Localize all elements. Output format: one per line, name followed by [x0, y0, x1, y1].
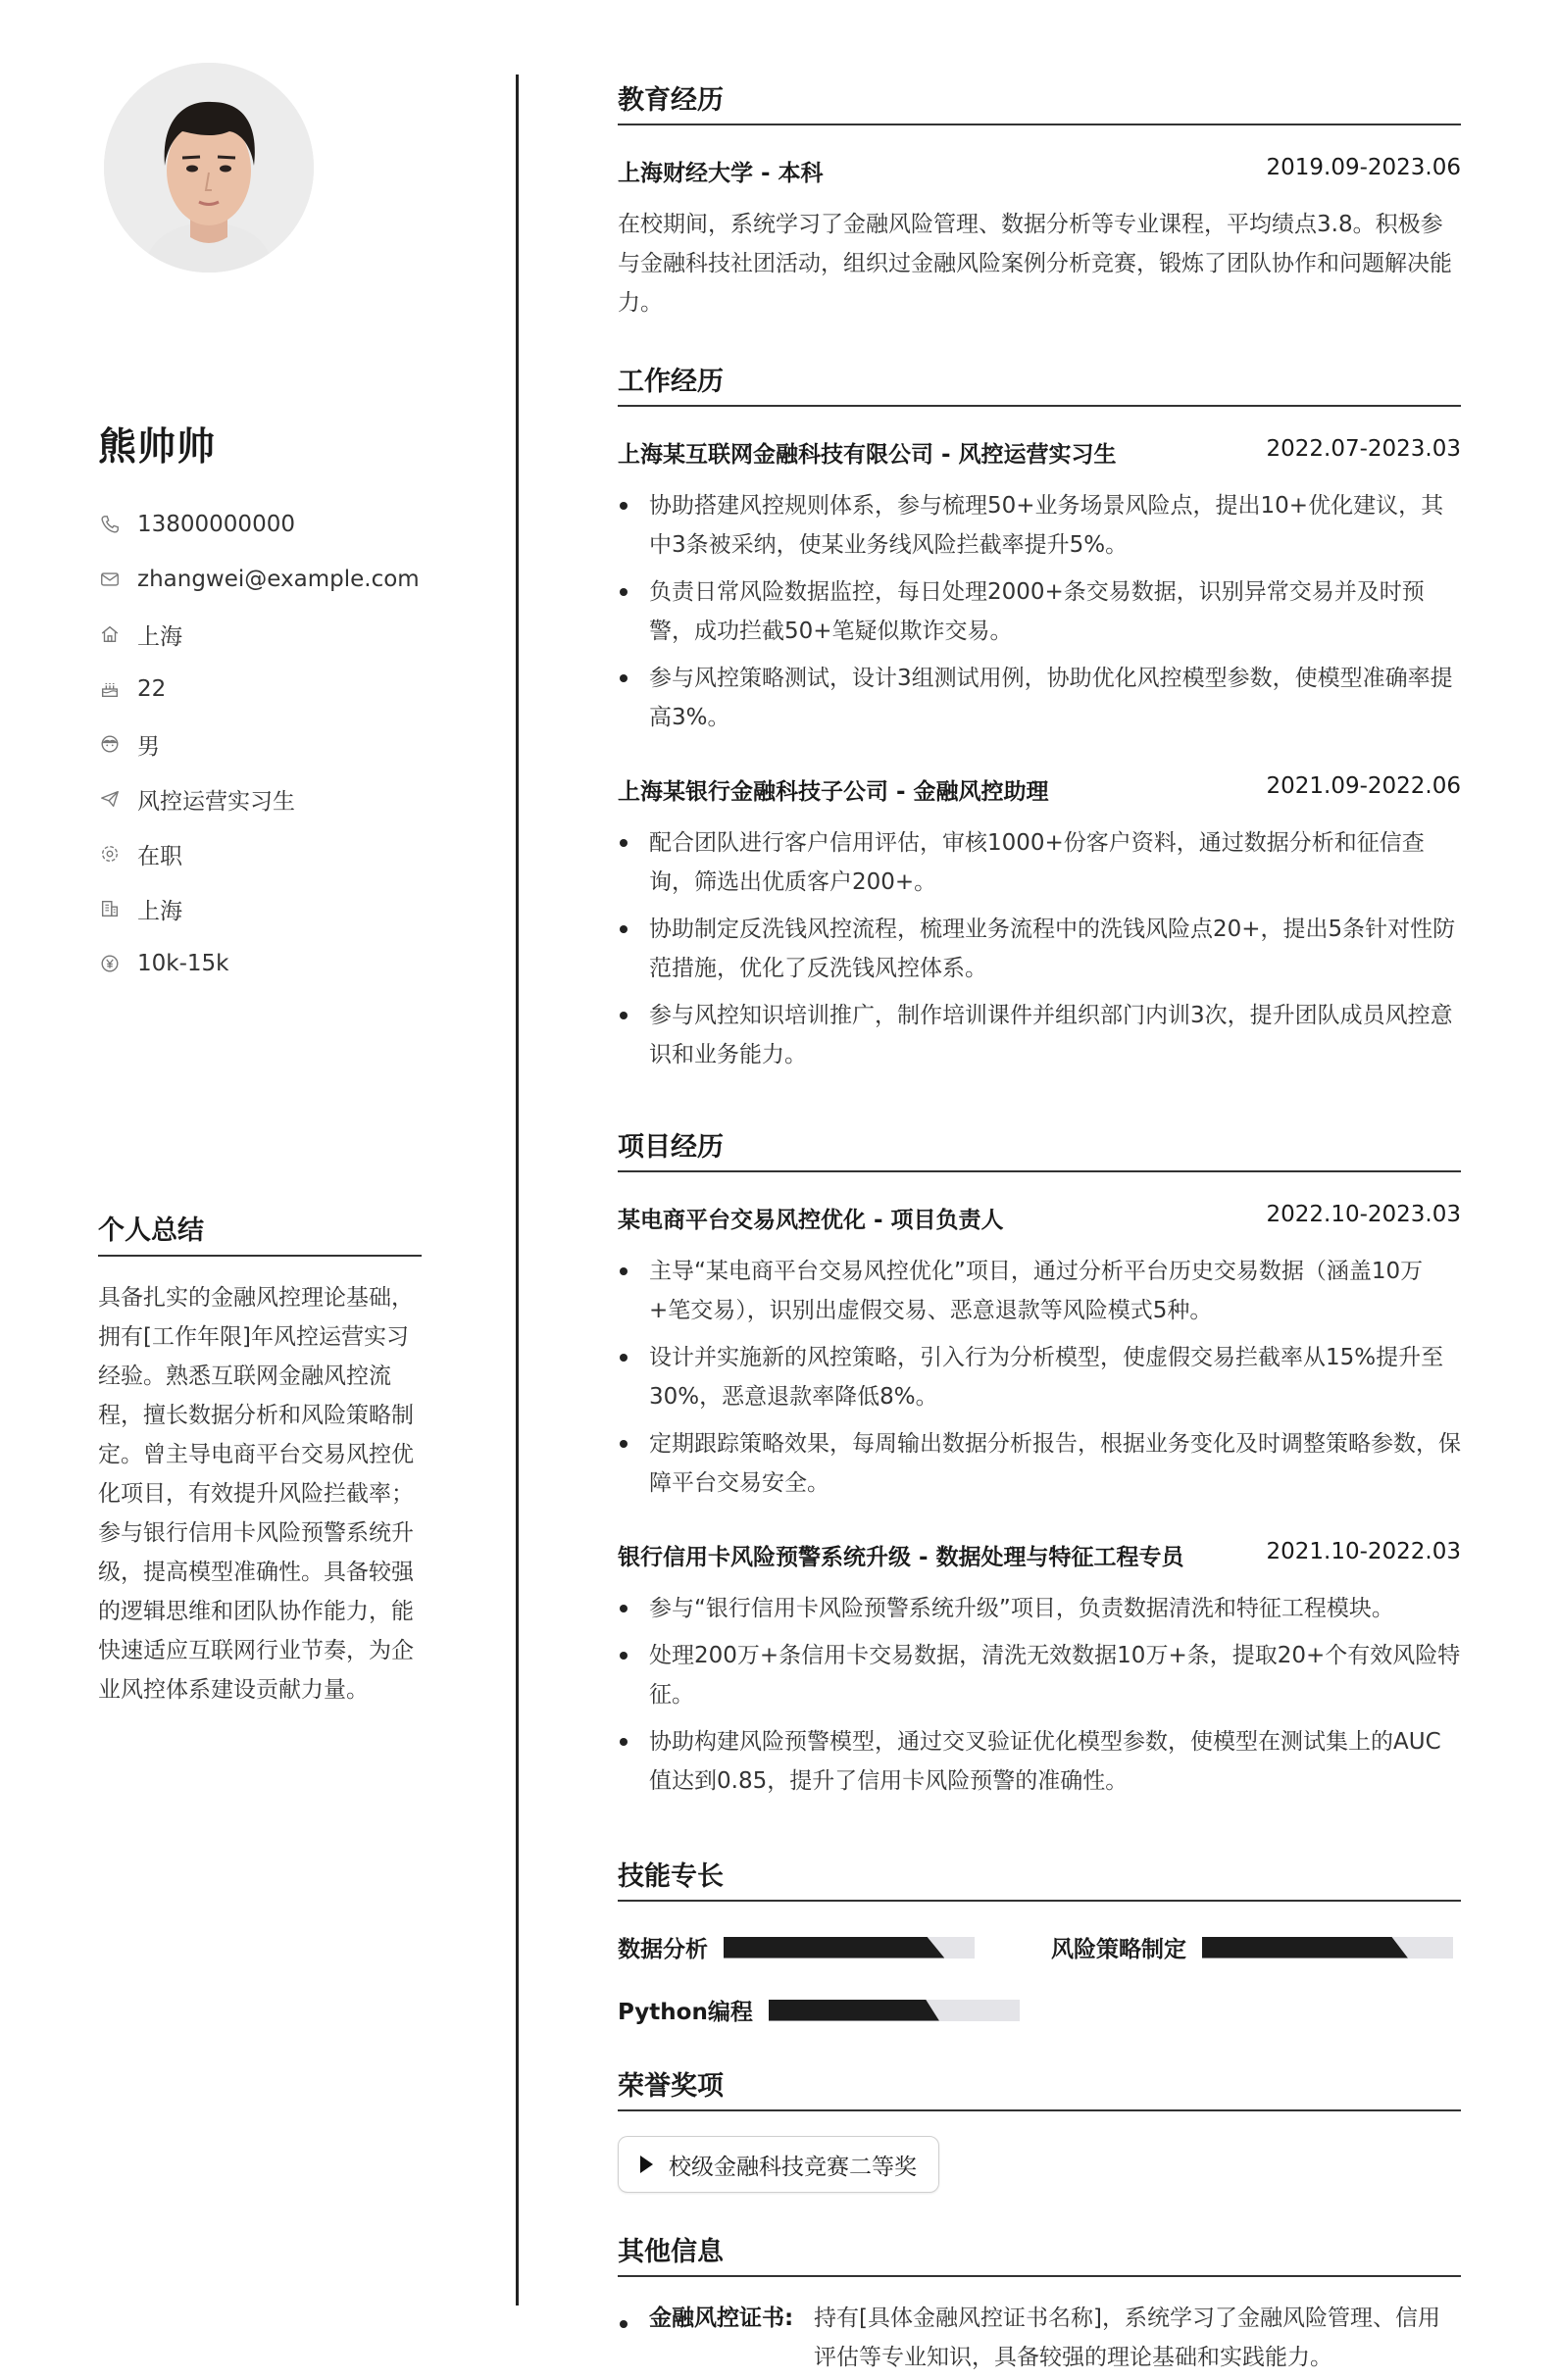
- list-item: [618, 486, 1461, 565]
- play-triangle-icon: [640, 2156, 653, 2173]
- phone-number: 13800000000: [137, 512, 295, 537]
- bullet-text: 协助搭建风控规则体系，参与梳理50+业务场景风险点，提出10+优化建议，其中3条被采纳，使某业务线风险拦截率提升5%。: [649, 493, 1444, 558]
- avatar-photo: [104, 63, 314, 273]
- project-entry-1-bullets: [618, 1252, 1461, 1511]
- work-entry-2-header: [618, 773, 1461, 806]
- bullet-text: 设计并实施新的风控策略，引入行为分析模型，使虚假交易拦截率从15%提升至30%，恶意退款率降低8%。: [649, 1345, 1444, 1410]
- list-item: [618, 1722, 1461, 1801]
- work-entry-title: 上海某银行金融科技子公司 - 金融风控助理: [618, 779, 1049, 805]
- info-status: [98, 826, 422, 881]
- list-item: [618, 1424, 1461, 1503]
- work-entry-2-bullets: [618, 823, 1461, 1082]
- project-entry-title: 银行信用卡风险预警系统升级 - 数据处理与特征工程专员: [618, 1545, 1184, 1570]
- skill-bar: [724, 1937, 975, 1959]
- bullet-dot: [620, 839, 628, 847]
- bullet-dot: [620, 1267, 628, 1275]
- info-phone: [98, 497, 422, 552]
- education-date: 2019.09-2023.06: [1266, 155, 1461, 180]
- city-text: 上海: [137, 898, 182, 924]
- summary-text: 具备扎实的金融风控理论基础，拥有[工作年限]年风控运营实习经验。熟悉互联网金融风控流程，擅长数据分析和风险策略制定。曾主导电商平台交易风控优化项目，有效提升风险拦截率；参与银行信用卡风险预警系统升级，提高模型准确性。具备较强的逻辑思维和团队协作能力，能快速适应互联网行业节奏，为企业风控体系建设贡献力量。: [98, 1285, 414, 1703]
- bullet-text: 参与“银行信用卡风险预警系统升级”项目，负责数据清洗和特征工程模块。: [649, 1596, 1394, 1621]
- bullet-dot: [620, 1605, 628, 1612]
- list-item: [618, 823, 1461, 902]
- education-heading: 教育经历: [618, 78, 1461, 125]
- bullet-dot: [620, 1652, 628, 1660]
- list-item: [618, 1338, 1461, 1416]
- bullet-dot: [620, 925, 628, 933]
- info-location: [98, 607, 422, 662]
- bullet-dot: [620, 2320, 628, 2328]
- skill-bar-fill: [724, 1937, 944, 1959]
- list-item: [618, 996, 1461, 1074]
- bullet-text: 负责日常风险数据监控，每日处理2000+条交易数据，识别异常交易并及时预警，成功拦截50+笔疑似欺诈交易。: [649, 579, 1425, 644]
- project-entry-title: 某电商平台交易风控优化 - 项目负责人: [618, 1208, 1004, 1233]
- status-text: 在职: [137, 843, 182, 869]
- list-item: [618, 910, 1461, 988]
- skill-item: [618, 1931, 975, 1963]
- bullet-text: 主导“某电商平台交易风控优化”项目，通过分析平台历史交易数据（涵盖10万+笔交易），识别出虚假交易、恶意退款等风险模式5种。: [649, 1259, 1424, 1323]
- bullet-text: 参与风控知识培训推广，制作培训课件并组织部门内训3次，提升团队成员风控意识和业务能力。: [649, 1003, 1453, 1067]
- award-text: 校级金融科技竞赛二等奖: [669, 2154, 917, 2180]
- skill-bar-fill: [1202, 1937, 1408, 1959]
- bullet-dot: [620, 1012, 628, 1019]
- list-item: [618, 1589, 1461, 1628]
- home-icon: [98, 622, 122, 646]
- list-item: [618, 572, 1461, 651]
- bullet-dot: [620, 588, 628, 596]
- info-age: [98, 662, 422, 717]
- skill-bar: [1202, 1937, 1453, 1959]
- mail-icon: [98, 568, 122, 591]
- skill-name: 风险策略制定: [1051, 1937, 1186, 1962]
- education-description: 在校期间，系统学习了金融风险管理、数据分析等专业课程，平均绩点3.8。积极参与金融科技社团活动，组织过金融风险案例分析竞赛，锻炼了团队协作和问题解决能力。: [618, 212, 1452, 316]
- candidate-name: 熊帅帅: [98, 425, 217, 470]
- info-target-position: [98, 771, 422, 826]
- info-gender: [98, 717, 422, 771]
- bullet-text: 参与风控策略测试，设计3组测试用例，协助优化风控模型参数，使模型准确率提高3%。: [649, 666, 1453, 730]
- skill-item: [618, 1994, 1020, 2026]
- bullet-text: 定期跟踪策略效果，每周输出数据分析报告，根据业务变化及时调整策略参数，保障平台交易安全。: [649, 1431, 1461, 1496]
- cake-icon: [98, 677, 122, 701]
- skills-heading: 技能专长: [618, 1855, 1461, 1902]
- projects-heading: 项目经历: [618, 1125, 1461, 1172]
- status-icon: [98, 842, 122, 866]
- project-entry-1-header: [618, 1202, 1461, 1234]
- project-entry-date: 2021.10-2022.03: [1266, 1539, 1461, 1564]
- bullet-dot: [620, 1738, 628, 1746]
- bullet-dot: [620, 674, 628, 682]
- contact-info-list: [98, 497, 422, 991]
- summary-heading: 个人总结: [98, 1209, 422, 1257]
- send-icon: [98, 787, 122, 811]
- bullet-dot: [620, 1440, 628, 1448]
- project-entry-2-bullets: [618, 1589, 1461, 1809]
- list-item: [618, 1636, 1461, 1714]
- skill-name: Python编程: [618, 2000, 753, 2025]
- bullet-dot: [620, 1354, 628, 1362]
- work-entry-title: 上海某互联网金融科技有限公司 - 风控运营实习生: [618, 442, 1117, 468]
- building-icon: [98, 897, 122, 920]
- salary-text: 10k-15k: [137, 951, 229, 976]
- location-text: 上海: [137, 623, 182, 650]
- skill-item: [1051, 1931, 1453, 1963]
- work-entry-date: 2022.07-2023.03: [1266, 436, 1461, 462]
- project-entry-date: 2022.10-2023.03: [1266, 1202, 1461, 1227]
- bullet-text: 配合团队进行客户信用评估，审核1000+份客户资料，通过数据分析和征信查询，筛选出优质客户200+。: [649, 830, 1425, 895]
- skill-bar: [769, 2000, 1020, 2021]
- project-entry-2-header: [618, 1539, 1461, 1571]
- bullet-text: 协助制定反洗钱风控流程，梳理业务流程中的洗钱风险点20+，提出5条针对性防范措施，优化了反洗钱风控体系。: [649, 917, 1456, 981]
- list-item: [618, 659, 1461, 737]
- work-entry-date: 2021.09-2022.06: [1266, 773, 1461, 799]
- school-name: 上海财经大学 - 本科: [618, 161, 824, 186]
- gender-text: 男: [137, 733, 160, 760]
- work-entry-1-header: [618, 436, 1461, 469]
- list-item: [618, 1252, 1461, 1330]
- info-salary: [98, 936, 422, 991]
- gender-icon: [98, 732, 122, 756]
- skill-bar-fill: [769, 2000, 939, 2021]
- bullet-text: 协助构建风险预警模型，通过交叉验证优化模型参数，使模型在测试集上的AUC值达到0.85，提升了信用卡风险预警的准确性。: [649, 1729, 1441, 1794]
- bullet-text: 处理200万+条信用卡交易数据，清洗无效数据10万+条，提取20+个有效风险特征。: [649, 1643, 1461, 1708]
- skill-name: 数据分析: [618, 1937, 708, 1962]
- award-tag[interactable]: [618, 2136, 939, 2193]
- bullet-dot: [620, 502, 628, 510]
- certificate-text: 持有[具体金融风控证书名称]，系统学习了金融风险管理、信用评估等专业知识，具备较强的理论基础和实践能力。: [814, 2306, 1440, 2370]
- awards-heading: 荣誉奖项: [618, 2064, 1461, 2111]
- age-text: 22: [137, 676, 167, 702]
- info-city: [98, 881, 422, 936]
- work-heading: 工作经历: [618, 360, 1461, 407]
- column-divider: [516, 74, 519, 2306]
- info-email: [98, 552, 422, 607]
- email-address: zhangwei@example.com: [137, 567, 420, 592]
- work-entry-1-bullets: [618, 486, 1461, 745]
- target-position-text: 风控运营实习生: [137, 788, 295, 815]
- avatar: [104, 63, 314, 273]
- phone-icon: [98, 513, 122, 536]
- certificate-label: 金融风控证书:: [649, 2306, 794, 2331]
- other-info-heading: 其他信息: [618, 2230, 1461, 2277]
- yuan-icon: [98, 952, 122, 975]
- education-entry-header: [618, 155, 1461, 187]
